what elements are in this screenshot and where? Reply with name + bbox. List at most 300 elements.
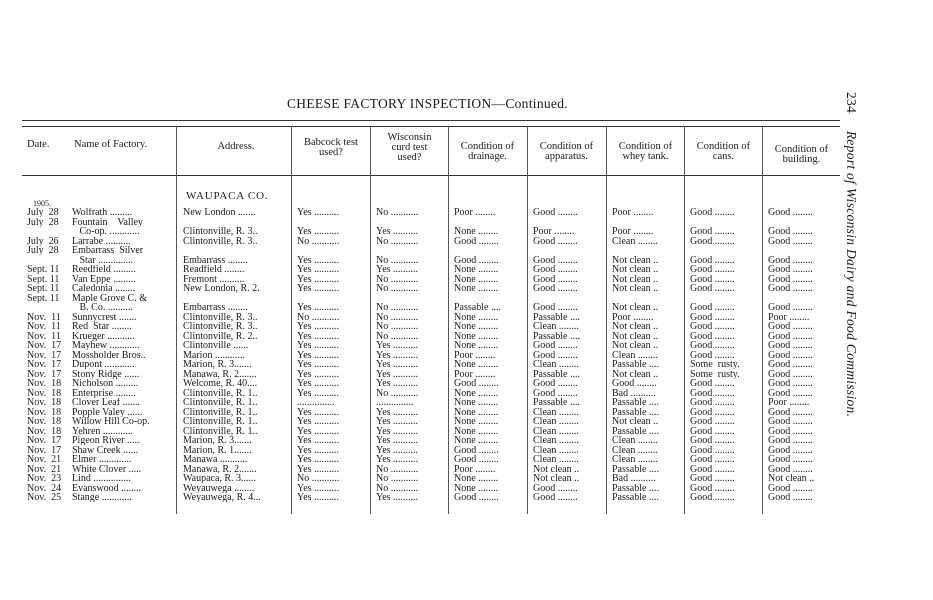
drainage-cell: None ........ (454, 388, 499, 398)
date-cell: Nov. 21 (27, 464, 62, 474)
date-cell: Nov. 18 (27, 417, 62, 427)
building-cell: Good ........ (768, 331, 813, 341)
apparatus-cell: Good ........ (533, 284, 578, 294)
whey-tank-cell: Passable .... (612, 483, 659, 493)
address-cell: Clintonville, R. 3.. (183, 227, 258, 237)
whey-tank-cell: Poor ........ (612, 208, 654, 218)
address-cell: Clintonville, R. 3.. (183, 312, 258, 322)
babcock-cell: Yes .......... (297, 341, 340, 351)
address-cell: Clintonville, R. 1.. (183, 417, 258, 427)
building-cell: Good ........ (768, 388, 813, 398)
cans-cell: Good ........ (690, 426, 735, 436)
table-row (0, 246, 933, 255)
date-cell: Sept. 11 (27, 293, 60, 303)
wisconsin-cell: Yes .......... (376, 417, 419, 427)
factory-name-cell: Willow Hill Co-op. (72, 417, 150, 427)
address-cell: Welcome, R. 40.... (183, 379, 258, 389)
building-cell: Good ........ (768, 227, 813, 237)
cans-cell: Good ........ (690, 455, 735, 465)
factory-name-cell: Co-op. ............ (72, 227, 140, 237)
address-cell: Weyauwega ........ (183, 483, 255, 493)
drainage-cell: Passable .... (454, 303, 501, 313)
date-cell: Nov. 17 (27, 341, 62, 351)
drainage-cell: Good ........ (454, 236, 499, 246)
wisconsin-cell: Yes .......... (376, 379, 419, 389)
drainage-cell: None ........ (454, 312, 499, 322)
factory-name-cell: Stony Ridge ...... (72, 369, 140, 379)
date-cell: July 28 (27, 217, 59, 227)
building-cell: Good ........ (768, 265, 813, 275)
cans-cell: Good ........ (690, 417, 735, 427)
cans-cell: Good ........ (690, 322, 735, 332)
wisconsin-cell: ............... (376, 398, 414, 408)
cans-cell: Good ........ (690, 379, 735, 389)
address-cell: Readfield ........ (183, 265, 245, 275)
building-cell: Good ........ (768, 274, 813, 284)
whey-tank-cell: Good ........ (612, 379, 657, 389)
whey-tank-cell: Clean ........ (612, 236, 658, 246)
wisconsin-cell: No ........... (376, 331, 419, 341)
wisconsin-cell: No ........... (376, 274, 419, 284)
babcock-cell: Yes .......... (297, 360, 340, 370)
factory-name-cell: Reedfield ......... (72, 265, 136, 275)
table-row (0, 465, 933, 474)
drainage-cell: Good ........ (454, 455, 499, 465)
building-cell: Good ........ (768, 350, 813, 360)
whey-tank-cell: Not clean .. (612, 341, 659, 351)
drainage-cell: None ........ (454, 417, 499, 427)
wisconsin-cell: No ........... (376, 322, 419, 332)
babcock-cell: Yes .......... (297, 426, 340, 436)
date-cell: Nov. 17 (27, 369, 62, 379)
table-row (0, 389, 933, 398)
building-cell: Good ........ (768, 426, 813, 436)
babcock-cell: Yes .......... (297, 369, 340, 379)
factory-name-cell: Embarrass Silver (72, 246, 144, 256)
header-date: Date. (27, 139, 50, 150)
wisconsin-cell: Yes .......... (376, 426, 419, 436)
factory-name-cell: Caledonia ........ (72, 284, 136, 294)
whey-tank-cell: Not clean .. (612, 417, 659, 427)
table-row (0, 370, 933, 379)
building-cell: Good ........ (768, 407, 813, 417)
table-row (0, 379, 933, 388)
building-cell: Good ........ (768, 369, 813, 379)
apparatus-cell: Good ........ (533, 236, 578, 246)
table-row (0, 313, 933, 322)
wisconsin-cell: Yes .......... (376, 436, 419, 446)
address-cell: Marion, R. 3....... (183, 436, 252, 446)
date-cell: Nov. 18 (27, 407, 62, 417)
building-cell: Not clean .. (768, 474, 815, 484)
whey-tank-cell: Not clean .. (612, 284, 659, 294)
whey-tank-cell: Passable .... (612, 426, 659, 436)
date-cell: Nov. 18 (27, 379, 62, 389)
babcock-cell: Yes .......... (297, 227, 340, 237)
cans-cell: Good ........ (690, 255, 735, 265)
wisconsin-cell: Yes .......... (376, 455, 419, 465)
cans-cell: Good ........ (690, 436, 735, 446)
building-cell: Good ........ (768, 493, 813, 503)
factory-name-cell: Maple Grove C. & (72, 293, 147, 303)
apparatus-cell: Poor ........ (533, 227, 575, 237)
cans-cell: Good ........ (690, 274, 735, 284)
babcock-cell: Yes .......... (297, 445, 340, 455)
table-row (0, 474, 933, 483)
drainage-cell: None ........ (454, 341, 499, 351)
cans-cell: Good ........ (690, 227, 735, 237)
apparatus-cell: Good ........ (533, 341, 578, 351)
apparatus-cell: Passable .... (533, 331, 580, 341)
factory-name-cell: Dupont ............ (72, 360, 135, 370)
factory-name-cell: Larrabe .......... (72, 236, 131, 246)
factory-name-cell: Wolfrath ......... (72, 208, 133, 218)
building-cell: Good ........ (768, 464, 813, 474)
building-cell: Poor ........ (768, 398, 810, 408)
babcock-cell: Yes .......... (297, 255, 340, 265)
address-cell: Marion, R. 3....... (183, 360, 252, 370)
babcock-cell: Yes .......... (297, 483, 340, 493)
table-row (0, 237, 933, 246)
address-cell: New London ....... (183, 208, 256, 218)
factory-name-cell: White Clover ..... (72, 464, 142, 474)
address-cell: Clintonville, R. 2.. (183, 331, 258, 341)
building-cell: Good ........ (768, 236, 813, 246)
whey-tank-cell: Poor ........ (612, 312, 654, 322)
wisconsin-cell: Yes .......... (376, 445, 419, 455)
apparatus-cell: Good ........ (533, 255, 578, 265)
drainage-cell: Poor ........ (454, 208, 496, 218)
apparatus-cell: Passable .... (533, 369, 580, 379)
whey-tank-cell: Bad .......... (612, 474, 656, 484)
apparatus-cell: Good ........ (533, 265, 578, 275)
table-row (0, 208, 933, 217)
apparatus-cell: Good ........ (533, 208, 578, 218)
apparatus-cell: Good ........ (533, 350, 578, 360)
address-cell: Manawa, R. 2....... (183, 369, 257, 379)
babcock-cell: Yes .......... (297, 265, 340, 275)
cans-cell: Good ........ (690, 312, 735, 322)
date-cell: July 28 (27, 208, 59, 218)
factory-name-cell: Red Star ........ (72, 322, 132, 332)
factory-name-cell: Stange ............ (72, 493, 132, 503)
date-cell: Sept. 11 (27, 274, 60, 284)
date-cell: Nov. 18 (27, 426, 62, 436)
table-row (0, 398, 933, 407)
wisconsin-cell: Yes .......... (376, 360, 419, 370)
header-whey: Condition of whey tank. (618, 141, 673, 162)
wisconsin-cell: Yes .......... (376, 369, 419, 379)
header-rule (22, 126, 840, 127)
wisconsin-cell: Yes .......... (376, 493, 419, 503)
apparatus-cell: Clean ........ (533, 445, 579, 455)
babcock-cell: Yes .......... (297, 331, 340, 341)
header-cans: Condition of cans. (696, 141, 751, 162)
wisconsin-cell: No ........... (376, 255, 419, 265)
header-wisconsin: Wisconsin curd test used? (387, 132, 432, 163)
babcock-cell: Yes .......... (297, 417, 340, 427)
wisconsin-cell: No ........... (376, 388, 419, 398)
apparatus-cell: Good ........ (533, 274, 578, 284)
date-cell: Nov. 11 (27, 331, 61, 341)
cans-cell: Good ........ (690, 265, 735, 275)
address-cell: Marion ............ (183, 350, 245, 360)
apparatus-cell: Passable .... (533, 398, 580, 408)
drainage-cell: Poor ........ (454, 464, 496, 474)
address-cell: Embarrass ........ (183, 303, 248, 313)
wisconsin-cell: No ........... (376, 464, 419, 474)
address-cell: Embarrass ........ (183, 255, 248, 265)
babcock-cell: Yes .......... (297, 436, 340, 446)
drainage-cell: None ........ (454, 227, 499, 237)
factory-name-cell: Star .............. (72, 255, 134, 265)
drainage-cell: None ........ (454, 265, 499, 275)
cans-cell: Some rusty. (690, 360, 740, 370)
whey-tank-cell: Passable .... (612, 407, 659, 417)
address-cell: Clintonville ...... (183, 341, 249, 351)
drainage-cell: Good ........ (454, 255, 499, 265)
date-cell: Nov. 17 (27, 445, 62, 455)
drainage-cell: Good ........ (454, 493, 499, 503)
header-babcock: Babcock test used? (304, 137, 358, 158)
header-building: Condition of building. (774, 144, 829, 165)
header-name: Name of Factory. (74, 139, 148, 150)
wisconsin-cell: No ........... (376, 474, 419, 484)
apparatus-cell: Clean ........ (533, 455, 579, 465)
babcock-cell: Yes .......... (297, 455, 340, 465)
cans-cell: Good ........ (690, 407, 735, 417)
date-cell: Nov. 23 (27, 474, 62, 484)
table-row (0, 265, 933, 274)
building-cell: Good ........ (768, 417, 813, 427)
address-cell: Waupaca, R. 3...... (183, 474, 257, 484)
wisconsin-cell: No ........... (376, 312, 419, 322)
address-cell: Fremont .......... (183, 274, 245, 284)
building-cell: Good ........ (768, 284, 813, 294)
factory-name-cell: Sunnycrest ....... (72, 312, 137, 322)
building-cell: Good ........ (768, 360, 813, 370)
table-row (0, 455, 933, 464)
building-cell: Good ........ (768, 341, 813, 351)
address-cell: Clintonville, R. 1.. (183, 398, 258, 408)
county-heading: WAUPACA CO. (186, 190, 269, 202)
address-cell: Weyauwega, R. 4... (183, 493, 261, 503)
wisconsin-cell: No ........... (376, 236, 419, 246)
apparatus-cell: Good ........ (533, 303, 578, 313)
drainage-cell: None ........ (454, 436, 499, 446)
drainage-cell: None ........ (454, 426, 499, 436)
apparatus-cell: Clean ........ (533, 322, 579, 332)
table-row (0, 484, 933, 493)
address-cell: Manawa ........... (183, 455, 248, 465)
cans-cell: Good ........ (690, 284, 735, 294)
babcock-cell: Yes .......... (297, 388, 340, 398)
whey-tank-cell: Not clean .. (612, 255, 659, 265)
building-cell: Good ........ (768, 483, 813, 493)
whey-tank-cell: Poor ........ (612, 227, 654, 237)
factory-name-cell: Elmer ............. (72, 455, 132, 465)
table-row (0, 417, 933, 426)
factory-name-cell: Pigeon River ..... (72, 436, 140, 446)
drainage-cell: None ........ (454, 331, 499, 341)
year-label: 1905. (33, 199, 51, 208)
wisconsin-cell: Yes .......... (376, 407, 419, 417)
cans-cell: Good ........ (690, 236, 735, 246)
wisconsin-cell: No ........... (376, 483, 419, 493)
date-cell: July 26 (27, 236, 59, 246)
building-cell: Good ........ (768, 303, 813, 313)
date-cell: Sept. 11 (27, 284, 60, 294)
whey-tank-cell: Passable .... (612, 398, 659, 408)
factory-name-cell: Enterprise ........ (72, 388, 136, 398)
date-cell: Nov. 18 (27, 388, 62, 398)
whey-tank-cell: Passable .... (612, 464, 659, 474)
babcock-cell: Yes .......... (297, 208, 340, 218)
date-cell: Nov. 11 (27, 322, 61, 332)
wisconsin-cell: Yes .......... (376, 350, 419, 360)
building-cell: Good ........ (768, 379, 813, 389)
cans-cell: Good ........ (690, 445, 735, 455)
building-cell: Good ........ (768, 322, 813, 332)
header-apparatus: Condition of apparatus. (539, 141, 594, 162)
drainage-cell: None ........ (454, 407, 499, 417)
babcock-cell: Yes .......... (297, 303, 340, 313)
drainage-cell: Good ........ (454, 379, 499, 389)
table-row (0, 341, 933, 350)
building-cell: Good ........ (768, 255, 813, 265)
table-row (0, 294, 933, 303)
babcock-cell: Yes .......... (297, 274, 340, 284)
factory-name-cell: B. Co. .......... (72, 303, 133, 313)
table-row (0, 493, 933, 502)
address-cell: New London, R. 2. (183, 284, 260, 294)
cans-cell: Good ........ (690, 331, 735, 341)
cans-cell: Good ........ (690, 388, 735, 398)
whey-tank-cell: Not clean .. (612, 369, 659, 379)
table-row (0, 284, 933, 293)
drainage-cell: Poor ........ (454, 350, 496, 360)
apparatus-cell: Not clean .. (533, 464, 580, 474)
date-cell: Nov. 25 (27, 493, 62, 503)
table-row (0, 332, 933, 341)
cans-cell: Good ........ (690, 208, 735, 218)
wisconsin-cell: Yes .......... (376, 227, 419, 237)
date-cell: Nov. 17 (27, 350, 62, 360)
address-cell: Clintonville, R. 3.. (183, 236, 258, 246)
building-cell: Good ........ (768, 455, 813, 465)
drainage-cell: Poor ........ (454, 369, 496, 379)
apparatus-cell: Clean ........ (533, 360, 579, 370)
cans-cell: Good ........ (690, 464, 735, 474)
whey-tank-cell: Passable .... (612, 360, 659, 370)
apparatus-cell: Good ........ (533, 379, 578, 389)
table-row (0, 436, 933, 445)
whey-tank-cell: Passable .... (612, 493, 659, 503)
date-cell: Nov. 17 (27, 360, 62, 370)
table-row (0, 303, 933, 312)
top-rule (22, 120, 840, 121)
drainage-cell: None ........ (454, 274, 499, 284)
babcock-cell: ............... (297, 398, 335, 408)
date-cell: July 28 (27, 246, 59, 256)
address-cell: Clintonville, R. 1.. (183, 388, 258, 398)
building-cell: Good ........ (768, 208, 813, 218)
factory-name-cell: Krueger ........... (72, 331, 135, 341)
drainage-cell: None ........ (454, 284, 499, 294)
factory-name-cell: Mossholder Bros.. (72, 350, 146, 360)
table-row (0, 408, 933, 417)
date-cell: Nov. 18 (27, 398, 62, 408)
table-row (0, 218, 933, 227)
table-row (0, 446, 933, 455)
babcock-cell: No ........... (297, 236, 340, 246)
cans-cell: Good ........ (690, 493, 735, 503)
cans-cell: Good ........ (690, 341, 735, 351)
drainage-cell: None ........ (454, 398, 499, 408)
header-address: Address. (217, 141, 255, 152)
wisconsin-cell: No ........... (376, 303, 419, 313)
date-cell: Nov. 17 (27, 436, 62, 446)
wisconsin-cell: Yes .......... (376, 341, 419, 351)
apparatus-cell: Good ........ (533, 483, 578, 493)
header-bottom-rule (22, 175, 840, 176)
wisconsin-cell: No ........... (376, 284, 419, 294)
whey-tank-cell: Not clean .. (612, 331, 659, 341)
babcock-cell: Yes .......... (297, 407, 340, 417)
table-row (0, 360, 933, 369)
babcock-cell: Yes .......... (297, 284, 340, 294)
apparatus-cell: Clean ........ (533, 436, 579, 446)
apparatus-cell: Good ........ (533, 493, 578, 503)
table-row (0, 351, 933, 360)
cans-cell: Good ........ (690, 350, 735, 360)
table-row (0, 427, 933, 436)
drainage-cell: None ........ (454, 360, 499, 370)
building-cell: Good ........ (768, 436, 813, 446)
apparatus-cell: Clean ........ (533, 426, 579, 436)
drainage-cell: None ........ (454, 474, 499, 484)
date-cell: Nov. 21 (27, 455, 62, 465)
whey-tank-cell: Clean ........ (612, 436, 658, 446)
whey-tank-cell: Clean ........ (612, 445, 658, 455)
factory-name-cell: Yehren ............ (72, 426, 133, 436)
table-row (0, 256, 933, 265)
side-title: Report of Wisconsin Dairy and Food Commission. (844, 130, 859, 418)
whey-tank-cell: Clean ........ (612, 350, 658, 360)
header-drainage: Condition of drainage. (460, 141, 515, 162)
date-cell: Sept. 11 (27, 265, 60, 275)
address-cell: Clintonville, R. 1.. (183, 407, 258, 417)
babcock-cell: Yes .......... (297, 350, 340, 360)
factory-name-cell: Lind ............... (72, 474, 131, 484)
address-cell: Clintonville, R. 3.. (183, 322, 258, 332)
cans-cell: Good ........ (690, 483, 735, 493)
drainage-cell: Good ........ (454, 445, 499, 455)
babcock-cell: Yes .......... (297, 493, 340, 503)
babcock-cell: Yes .......... (297, 322, 340, 332)
babcock-cell: Yes .......... (297, 379, 340, 389)
apparatus-cell: Not clean .. (533, 474, 580, 484)
babcock-cell: No ........... (297, 312, 340, 322)
factory-name-cell: Fountain Valley (72, 217, 143, 227)
apparatus-cell: Clean ........ (533, 417, 579, 427)
apparatus-cell: Passable .... (533, 312, 580, 322)
address-cell: Clintonville, R. 1.. (183, 426, 258, 436)
apparatus-cell: Good ........ (533, 388, 578, 398)
factory-name-cell: Nicholson ......... (72, 379, 139, 389)
babcock-cell: No ........... (297, 474, 340, 484)
factory-name-cell: Shaw Creek ...... (72, 445, 139, 455)
